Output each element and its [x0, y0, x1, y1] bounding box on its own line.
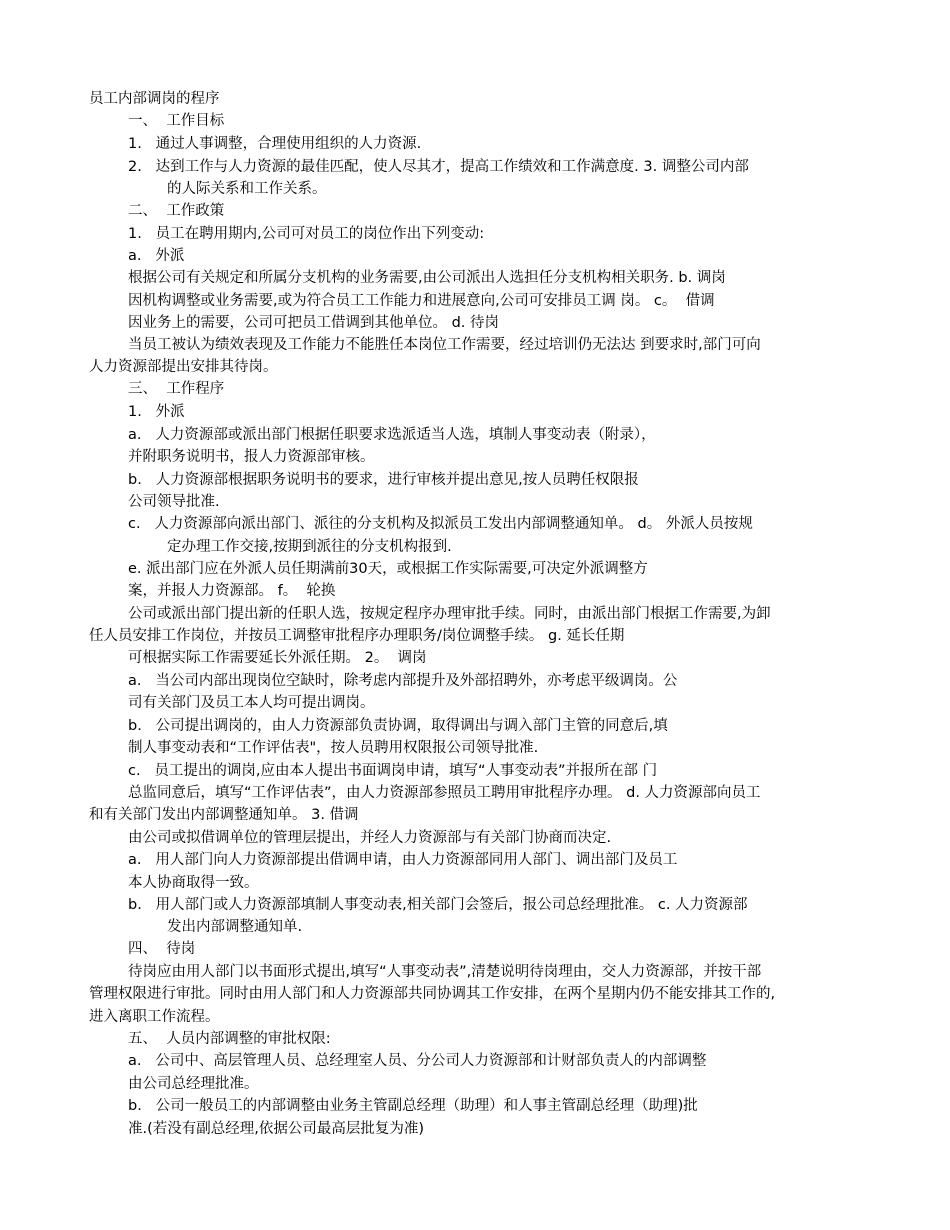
section-heading: 三、 工作程序 — [128, 381, 225, 397]
text-line: 1. 通过人事调整，合理使用组织的人力资源. — [128, 136, 422, 152]
text-line: 定办理工作交接,按期到派往的分支机构报到. — [167, 539, 452, 555]
text-line: 管理权限进行审批。同时由用人部门和人力资源部共同协调其工作安排，在两个星期内仍不能安排其工作的, — [89, 986, 776, 1002]
text-line: 可根据实际工作需要延长外派任期。 2。 调岗 — [128, 650, 427, 666]
text-line: a. 人力资源部或派出部门根据任职要求选派适当人选，填制人事变动表（附录）， — [128, 427, 656, 443]
text-line: 人力资源部提出安排其待岗。 — [89, 359, 278, 375]
text-line: 制人事变动表和“工作评估表"，按人员聘用权限报公司领导批准. — [128, 740, 539, 756]
text-line: 总监同意后，填写“工作评估表”，由人力资源部参照员工聘用审批程序办理。 d. 人力资源部向员工 — [128, 785, 761, 801]
text-line: 任人员安排工作岗位，并按员工调整审批程序办理职务/岗位调整手续。 g. 延长任期 — [89, 628, 625, 644]
text-line: a. 当公司内部出现岗位空缺时，除考虑内部提升及外部招聘外，亦考虑平级调岗。公 — [128, 673, 678, 689]
text-line: 因机构调整或业务需要,或为符合员工工作能力和进展意向,公司可安排员工调 岗。 c。 借调 — [128, 293, 715, 309]
document-title: 员工内部调岗的程序 — [89, 91, 220, 107]
text-line: 准.(若没有副总经理,依据公司最高层批复为准) — [128, 1121, 425, 1137]
text-line: b. 用人部门或人力资源部填制人事变动表,相关部门会签后，报公司总经理批准。 c. 人力资源部 — [128, 897, 748, 913]
text-line: a. 公司中、高层管理人员、总经理室人员、分公司人力资源部和计财部负责人的内部调整 — [128, 1053, 707, 1069]
text-line: a. 外派 — [128, 248, 185, 264]
text-line: 当员工被认为绩效表现及工作能力不能胜任本岗位工作需要，经过培训仍无法达 到要求时,部门可向 — [128, 337, 761, 353]
text-line: 1. 员工在聘用期内,公司可对员工的岗位作出下列变动: — [128, 226, 485, 242]
text-line: 公司领导批准. — [128, 494, 220, 510]
text-line: 的人际关系和工作关系。 — [167, 181, 327, 197]
text-line: 由公司总经理批准。 — [128, 1076, 259, 1092]
text-line: 本人协商取得一致。 — [128, 875, 259, 891]
section-heading: 一、 工作目标 — [128, 113, 225, 129]
text-line: c. 人力资源部向派出部门、派往的分支机构及拟派员工发出内部调整通知单。 d。 外派人员按规 — [128, 516, 753, 532]
text-line: a. 用人部门向人力资源部提出借调申请，由人力资源部同用人部门、调出部门及员工 — [128, 852, 678, 868]
text-line: 2. 达到工作与人力资源的最佳匹配，使人尽其才，提高工作绩效和工作满意度. 3. 调整公司内部 — [128, 159, 749, 175]
text-line: 案，并报人力资源部。 f。 轮换 — [128, 583, 336, 599]
text-line: 因业务上的需要，公司可把员工借调到其他单位。 d. 待岗 — [128, 315, 500, 331]
text-line: 进入离职工作流程。 — [89, 1009, 220, 1025]
text-line: c. 员工提出的调岗,应由本人提出书面调岗申请，填写“人事变动表”并报所在部 门 — [128, 763, 658, 779]
text-line: 公司或派出部门提出新的任职人选，按规定程序办理审批手续。同时，由派出部门根据工作需要,为卸 — [128, 606, 771, 622]
section-heading: 五、 人员内部调整的审批权限: — [128, 1031, 331, 1047]
text-line: 1. 外派 — [128, 404, 185, 420]
text-line: 根据公司有关规定和所属分支机构的业务需要,由公司派出人选担任分支机构相关职务. b. 调岗 — [128, 270, 726, 286]
section-heading: 四、 待岗 — [128, 941, 196, 957]
text-line: 司有关部门及员工本人均可提出调岗。 — [128, 695, 375, 711]
text-line: e. 派出部门应在外派人员任期满前30天，或根据工作实际需要,可决定外派调整方 — [128, 561, 648, 577]
text-line: 由公司或拟借调单位的管理层提出，并经人力资源部与有关部门协商而决定. — [128, 830, 612, 846]
text-line: 发出内部调整通知单. — [167, 919, 303, 935]
text-line: b. 公司提出调岗的，由人力资源部负责协调，取得调出与调入部门主管的同意后,填 — [128, 718, 668, 734]
text-line: 待岗应由用人部门以书面形式提出,填写“人事变动表”,清楚说明待岗理由，交人力资源部，并按干部 — [128, 964, 762, 980]
text-line: 并附职务说明书，报人力资源部审核。 — [128, 449, 375, 465]
section-heading: 二、 工作政策 — [128, 203, 225, 219]
text-line: 和有关部门发出内部调整通知单。 3. 借调 — [89, 807, 359, 823]
text-line: b. 人力资源部根据职务说明书的要求，进行审核并提出意见,按人员聘任权限报 — [128, 472, 639, 488]
text-line: b. 公司一般员工的内部调整由业务主管副总经理（助理）和人事主管副总经理（助理)批 — [128, 1098, 698, 1114]
